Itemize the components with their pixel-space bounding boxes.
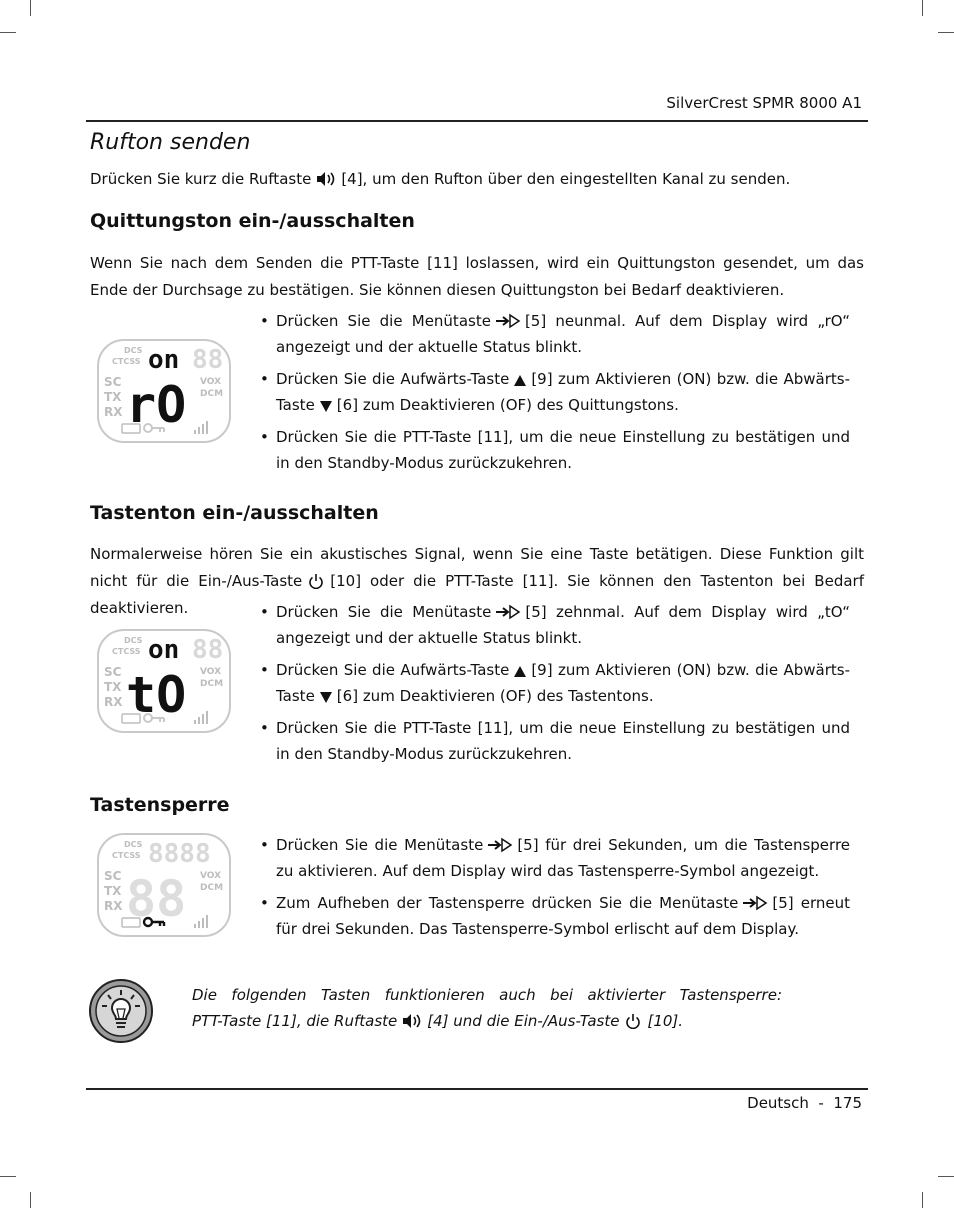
- power-icon: [306, 573, 326, 589]
- menu-key-icon: [495, 313, 521, 329]
- section-title-tastensperre: Tastensperre: [90, 794, 230, 816]
- list-item: • Zum Aufheben der Tastensperre drücken Sie die Menütaste [5] erneut für drei Sekunden. Das Tastensperre-Symbol erlischt auf dem Display.: [260, 894, 850, 938]
- note-text: Die folgenden Tasten funktionieren auch bei aktivierter Tastensperre: PTT-Taste [11], die Ruftaste [4] und die Ein-/Aus-Taste [10].: [192, 986, 782, 1030]
- lcd-label-rx: RX: [104, 695, 123, 709]
- crop-mark: [938, 1176, 954, 1177]
- lcd-display-to: [96, 628, 232, 734]
- lcd-label-vox: VOX: [200, 871, 222, 881]
- list-item: • Drücken Sie die Aufwärts-Taste [9] zum Aktivieren (ON) bzw. die Abwärts-Taste [6] zum Deaktivieren (OF) des Quittungstons.: [260, 370, 850, 414]
- page-header: SilverCrest SPMR 8000 A1: [666, 94, 862, 112]
- lcd-label-vox: VOX: [200, 667, 222, 677]
- footer-rule: [86, 1088, 868, 1090]
- bullet-list-tastensperre: [258, 832, 850, 948]
- lcd-ghost-digits: 88: [192, 635, 224, 665]
- up-arrow-icon: [513, 374, 527, 387]
- lcd-main-digits: rO: [126, 376, 187, 434]
- lcd-ghost-main: 88: [126, 870, 187, 928]
- lcd-label-tx: TX: [104, 680, 122, 694]
- lcd-label-rx: RX: [104, 405, 123, 419]
- list-item: • Drücken Sie die Menütaste [5] zehnmal. Auf dem Display wird „tO“ angezeigt und der aktuelle Status blinkt.: [260, 603, 850, 647]
- lcd-main-digits: tO: [126, 666, 187, 724]
- lcd-top-digits: on: [148, 635, 180, 665]
- lcd-label-dcm: DCM: [200, 389, 224, 399]
- lcd-display-ro: [96, 338, 232, 444]
- lcd-label-rx: RX: [104, 899, 123, 913]
- section-text-rufton: Drücken Sie kurz die Ruftaste [4], um den Rufton über den eingestellten Kanal zu senden.: [90, 170, 791, 188]
- crop-mark: [922, 0, 923, 16]
- lcd-label-tx: TX: [104, 390, 122, 404]
- crop-mark: [922, 1192, 923, 1208]
- lcd-label-ctcss: CTCSS: [112, 647, 141, 656]
- header-rule: [86, 120, 868, 122]
- lightbulb-icon: [88, 978, 154, 1044]
- section-title-rufton: Rufton senden: [90, 130, 251, 155]
- lcd-ghost-digits: 88: [192, 345, 224, 375]
- crop-mark: [938, 32, 954, 33]
- lcd-label-sc: SC: [104, 869, 122, 883]
- page-footer: Deutsch - 175: [747, 1094, 862, 1112]
- list-item: • Drücken Sie die Menütaste [5] für drei Sekunden, um die Tastensperre zu aktivieren. Auf dem Display wird das Tastensperre-Symbol angezeigt.: [260, 836, 851, 880]
- section-title-quittungston: Quittungston ein-/ausschalten: [90, 210, 415, 232]
- lcd-label-sc: SC: [104, 665, 122, 679]
- up-arrow-icon: [513, 665, 527, 678]
- call-key-icon: [315, 171, 337, 187]
- bullet-list-quittungston: [258, 308, 850, 482]
- crop-mark: [30, 0, 31, 16]
- down-arrow-icon: [319, 400, 333, 413]
- list-item: • Drücken Sie die Aufwärts-Taste [9] zum Aktivieren (ON) bzw. die Abwärts-Taste [6] zum Deaktivieren (OF) des Tastentons.: [260, 661, 850, 705]
- bullet-list-tastenton: [258, 599, 850, 773]
- section-intro-tastenton: Normalerweise hören Sie ein akustisches Signal, wenn Sie eine Taste betätigen. Diese Funktion gilt nicht für die Ein-/Aus-Taste [10] oder die PTT-Taste [11]. Sie können den Tastenton bei Bedarf deaktivieren.: [90, 545, 864, 617]
- call-key-icon: [401, 1013, 423, 1029]
- crop-mark: [30, 1192, 31, 1208]
- down-arrow-icon: [319, 691, 333, 704]
- lcd-label-ctcss: CTCSS: [112, 357, 141, 366]
- lcd-label-dcm: DCM: [200, 883, 224, 893]
- lcd-label-ctcss: CTCSS: [112, 851, 141, 860]
- power-icon: [623, 1013, 643, 1029]
- menu-key-icon: [495, 604, 521, 620]
- crop-mark: [0, 32, 16, 33]
- list-item: • Drücken Sie die PTT-Taste [11], um die neue Einstellung zu bestätigen und in den Standby-Modus zurückzukehren.: [260, 428, 850, 472]
- lcd-label-tx: TX: [104, 884, 122, 898]
- lcd-top-digits: on: [148, 345, 180, 375]
- lcd-label-dcm: DCM: [200, 679, 224, 689]
- list-item: • Drücken Sie die PTT-Taste [11], um die neue Einstellung zu bestätigen und in den Standby-Modus zurückzukehren.: [260, 719, 850, 763]
- crop-mark: [0, 1176, 16, 1177]
- lcd-label-sc: SC: [104, 375, 122, 389]
- lcd-label-dcs: DCS: [124, 840, 143, 849]
- section-title-tastenton: Tastenton ein-/ausschalten: [90, 502, 379, 524]
- section-intro-quittungston: Wenn Sie nach dem Senden die PTT-Taste [11] loslassen, wird ein Quittungston gesendet, um das Ende der Durchsage zu bestätigen. Sie können diesen Quittungston bei Bedarf deaktivieren.: [90, 254, 864, 299]
- lcd-ghost-digits: 8888: [148, 839, 211, 869]
- lcd-label-vox: VOX: [200, 377, 222, 387]
- list-item: • Drücken Sie die Menütaste [5] neunmal. Auf dem Display wird „rO“ angezeigt und der aktuelle Status blinkt.: [260, 312, 850, 356]
- lcd-display-lock: [96, 832, 232, 938]
- menu-key-icon: [742, 895, 768, 911]
- menu-key-icon: [487, 837, 513, 853]
- lcd-label-dcs: DCS: [124, 346, 143, 355]
- lcd-label-dcs: DCS: [124, 636, 143, 645]
